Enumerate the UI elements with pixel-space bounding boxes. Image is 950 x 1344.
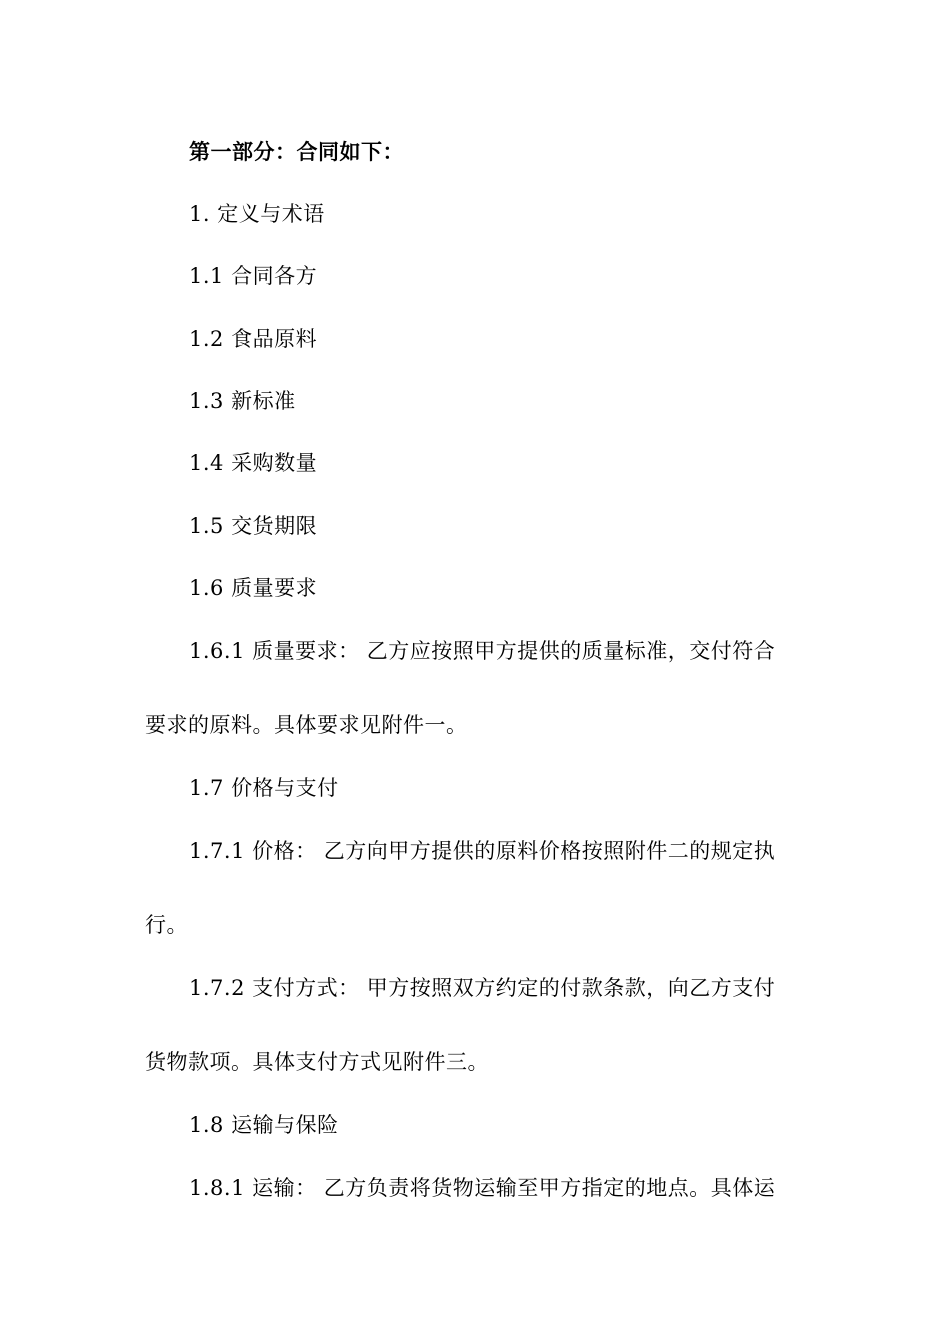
clause-1-8: 1.8 运输与保险 (189, 1113, 339, 1137)
clause-1-8-1-line-1: 1.8.1 运输： 乙方负责将货物运输至甲方指定的地点。具体运 (189, 1176, 776, 1200)
clause-1-7-1-line-1: 1.7.1 价格： 乙方向甲方提供的原料价格按照附件二的规定执 (189, 839, 776, 863)
clause-1-3: 1.3 新标准 (189, 389, 296, 413)
clause-1-6: 1.6 质量要求 (189, 576, 318, 600)
clause-1-6-1-line-1: 1.6.1 质量要求： 乙方应按照甲方提供的质量标准，交付符合 (189, 639, 776, 663)
clause-1: 1. 定义与术语 (189, 202, 325, 226)
clause-1-7-1-line-2: 行。 (145, 913, 188, 937)
clause-1-6-1-line-2: 要求的原料。具体要求见附件一。 (145, 713, 468, 737)
clause-1-5: 1.5 交货期限 (189, 514, 318, 538)
clause-1-1: 1.1 合同各方 (189, 264, 318, 288)
clause-1-2: 1.2 食品原料 (189, 327, 318, 351)
clause-1-7-2-line-2: 货物款项。具体支付方式见附件三。 (145, 1050, 489, 1074)
clause-1-4: 1.4 采购数量 (189, 451, 318, 475)
section-heading: 第一部分：合同如下： (189, 140, 404, 164)
clause-1-7: 1.7 价格与支付 (189, 776, 339, 800)
clause-1-7-2-line-1: 1.7.2 支付方式： 甲方按照双方约定的付款条款，向乙方支付 (189, 976, 776, 1000)
